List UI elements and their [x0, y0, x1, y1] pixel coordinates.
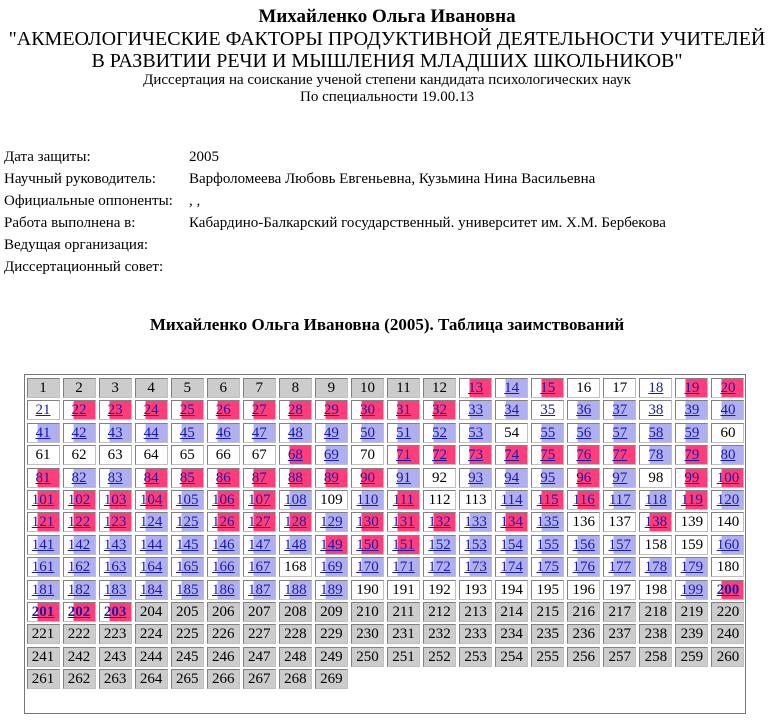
grid-cell-86[interactable]: 86	[207, 468, 240, 488]
grid-cell-65: 65	[171, 445, 204, 465]
info-label: Работа выполнена в:	[4, 215, 136, 231]
grid-cell-208: 208	[279, 602, 312, 622]
grid-cell-168: 168	[279, 557, 312, 577]
grid-cell-162[interactable]: 162	[63, 557, 96, 577]
grid-cell-22[interactable]: 22	[63, 400, 96, 420]
grid-cell-110[interactable]: 110	[351, 490, 384, 510]
grid-cell-196: 196	[567, 580, 600, 600]
grid-cell-240: 240	[711, 624, 744, 644]
grid-cell-93[interactable]: 93	[459, 468, 492, 488]
grid-cell-226: 226	[207, 624, 240, 644]
grid-cell-145[interactable]: 145	[171, 535, 204, 555]
grid-cell-213: 213	[459, 602, 492, 622]
grid-cell-52[interactable]: 52	[423, 423, 456, 443]
grid-cell-99[interactable]: 99	[675, 468, 708, 488]
grid-cell-170[interactable]: 170	[351, 557, 384, 577]
grid-cell-231: 231	[387, 624, 420, 644]
grid-cell-97[interactable]: 97	[603, 468, 636, 488]
grid-cell-73[interactable]: 73	[459, 445, 492, 465]
grid-cell-129[interactable]: 129	[315, 512, 348, 532]
grid-cell-254: 254	[495, 647, 528, 667]
grid-cell-183[interactable]: 183	[99, 580, 132, 600]
grid-cell-185[interactable]: 185	[171, 580, 204, 600]
grid-cell-28[interactable]: 28	[279, 400, 312, 420]
grid-cell-211: 211	[387, 602, 420, 622]
grid-cell-91[interactable]: 91	[387, 468, 420, 488]
grid-cell-94[interactable]: 94	[495, 468, 528, 488]
grid-cell-96[interactable]: 96	[567, 468, 600, 488]
grid-cell-119[interactable]: 119	[675, 490, 708, 510]
grid-cell-204: 204	[135, 602, 168, 622]
grid-cell-165[interactable]: 165	[171, 557, 204, 577]
grid-cell-269: 269	[315, 669, 348, 689]
grid-cell-16: 16	[567, 378, 600, 398]
grid-cell-203[interactable]: 203	[99, 602, 132, 622]
grid-cell-130[interactable]: 130	[351, 512, 384, 532]
grid-cell-255: 255	[531, 647, 564, 667]
grid-cell-58[interactable]: 58	[639, 423, 672, 443]
grid-cell-79[interactable]: 79	[675, 445, 708, 465]
grid-cell-54: 54	[495, 423, 528, 443]
grid-cell-195: 195	[531, 580, 564, 600]
grid-cell-76[interactable]: 76	[567, 445, 600, 465]
grid-cell-61: 61	[27, 445, 60, 465]
grid-cell-120[interactable]: 120	[711, 490, 744, 510]
grid-cell-178[interactable]: 178	[639, 557, 672, 577]
info-table	[4, 146, 666, 278]
grid-cell-260: 260	[711, 647, 744, 667]
grid-cell-190: 190	[351, 580, 384, 600]
grid-cell-253: 253	[459, 647, 492, 667]
grid-cell-112: 112	[423, 490, 456, 510]
grid-cell-11: 11	[387, 378, 420, 398]
grid-cell-140: 140	[711, 512, 744, 532]
grid-cell-114[interactable]: 114	[495, 490, 528, 510]
grid-cell-267: 267	[243, 669, 276, 689]
grid-cell-166[interactable]: 166	[207, 557, 240, 577]
grid-cell-87[interactable]: 87	[243, 468, 276, 488]
grid-cell-243: 243	[99, 647, 132, 667]
grid-cell-39[interactable]: 39	[675, 400, 708, 420]
grid-cell-124[interactable]: 124	[135, 512, 168, 532]
grid-cell-67: 67	[243, 445, 276, 465]
grid-cell-191: 191	[387, 580, 420, 600]
grid-cell-198: 198	[639, 580, 672, 600]
grid-cell-29[interactable]: 29	[315, 400, 348, 420]
info-label: Ведущая организация:	[4, 237, 149, 253]
grid-cell-258: 258	[639, 647, 672, 667]
grid-cell-143[interactable]: 143	[99, 535, 132, 555]
header	[0, 0, 774, 106]
grid-cell-24[interactable]: 24	[135, 400, 168, 420]
grid-cell-158: 158	[639, 535, 672, 555]
grid-cell-23[interactable]: 23	[99, 400, 132, 420]
grid-cell-142[interactable]: 142	[63, 535, 96, 555]
degree-text: Диссертация на соискание ученой степени кандидата психологических наук	[143, 72, 631, 88]
grid-cell-245: 245	[171, 647, 204, 667]
grid-cell-48[interactable]: 48	[279, 423, 312, 443]
grid-cell-215: 215	[531, 602, 564, 622]
grid-cell-20[interactable]: 20	[711, 378, 744, 398]
grid-cell-47[interactable]: 47	[243, 423, 276, 443]
grid-cell-135[interactable]: 135	[531, 512, 564, 532]
grid-cell-7: 7	[243, 378, 276, 398]
grid-cell-36[interactable]: 36	[567, 400, 600, 420]
grid-cell-63: 63	[99, 445, 132, 465]
grid-cell-188[interactable]: 188	[279, 580, 312, 600]
grid-cell-74[interactable]: 74	[495, 445, 528, 465]
grid-cell-192: 192	[423, 580, 456, 600]
grid-cell-151[interactable]: 151	[387, 535, 420, 555]
grid-cell-10: 10	[351, 378, 384, 398]
grid-cell-68[interactable]: 68	[279, 445, 312, 465]
grid-cell-223: 223	[99, 624, 132, 644]
grid-cell-150[interactable]: 150	[351, 535, 384, 555]
grid-cell-83[interactable]: 83	[99, 468, 132, 488]
grid-cell-72[interactable]: 72	[423, 445, 456, 465]
grid-cell-259: 259	[675, 647, 708, 667]
grid-cell-31[interactable]: 31	[387, 400, 420, 420]
grid-cell-228: 228	[279, 624, 312, 644]
grid-cell-256: 256	[567, 647, 600, 667]
grid-cell-5: 5	[171, 378, 204, 398]
grid-cell-177[interactable]: 177	[603, 557, 636, 577]
grid-cell-127[interactable]: 127	[243, 512, 276, 532]
info-label: Дата защиты:	[4, 149, 91, 165]
author-name: Михайленко Ольга Ивановна	[258, 6, 516, 27]
grid-cell-69[interactable]: 69	[315, 445, 348, 465]
grid-cell-46[interactable]: 46	[207, 423, 240, 443]
grid-cell-21[interactable]: 21	[27, 400, 60, 420]
grid-cell-41[interactable]: 41	[27, 423, 60, 443]
grid-cell-197: 197	[603, 580, 636, 600]
grid-cell-261: 261	[27, 669, 60, 689]
grid-cell-266: 266	[207, 669, 240, 689]
grid-cell-234: 234	[495, 624, 528, 644]
grid-cell-194: 194	[495, 580, 528, 600]
grid-cell-34[interactable]: 34	[495, 400, 528, 420]
grid-cell-206: 206	[207, 602, 240, 622]
grid-cell-171[interactable]: 171	[387, 557, 420, 577]
grid-cell-167[interactable]: 167	[243, 557, 276, 577]
grid-cell-64: 64	[135, 445, 168, 465]
grid-cell-181[interactable]: 181	[27, 580, 60, 600]
grid-cell-169[interactable]: 169	[315, 557, 348, 577]
grid-cell-160[interactable]: 160	[711, 535, 744, 555]
grid-cell-176[interactable]: 176	[567, 557, 600, 577]
grid-cell-233: 233	[459, 624, 492, 644]
info-row-council	[4, 256, 666, 278]
grid-cell-19[interactable]: 19	[675, 378, 708, 398]
grid-cell-238: 238	[639, 624, 672, 644]
info-row-opponents	[4, 190, 666, 212]
grid-cell-115[interactable]: 115	[531, 490, 564, 510]
grid-cell-235: 235	[531, 624, 564, 644]
grid-cell-27[interactable]: 27	[243, 400, 276, 420]
grid-cell-147[interactable]: 147	[243, 535, 276, 555]
grid-cell-219: 219	[675, 602, 708, 622]
grid-cell-98: 98	[639, 468, 672, 488]
grid-cell-175[interactable]: 175	[531, 557, 564, 577]
grid-cell-57[interactable]: 57	[603, 423, 636, 443]
grid-cell-42[interactable]: 42	[63, 423, 96, 443]
grid-cell-201[interactable]: 201	[27, 602, 60, 622]
grid-cell-187[interactable]: 187	[243, 580, 276, 600]
grid-cell-144[interactable]: 144	[135, 535, 168, 555]
grid-cell-210: 210	[351, 602, 384, 622]
grid-cell-227: 227	[243, 624, 276, 644]
grid-cell-250: 250	[351, 647, 384, 667]
grid-cell-156[interactable]: 156	[567, 535, 600, 555]
grid-cell-37[interactable]: 37	[603, 400, 636, 420]
grid-cell-104[interactable]: 104	[135, 490, 168, 510]
grid-cell-80[interactable]: 80	[711, 445, 744, 465]
grid-cell-60: 60	[711, 423, 744, 443]
grid-cell-246: 246	[207, 647, 240, 667]
grid-cell-56[interactable]: 56	[567, 423, 600, 443]
grid-cell-103[interactable]: 103	[99, 490, 132, 510]
grid-cell-50[interactable]: 50	[351, 423, 384, 443]
grid-cell-100[interactable]: 100	[711, 468, 744, 488]
grid-cell-55[interactable]: 55	[531, 423, 564, 443]
grid-cell-59[interactable]: 59	[675, 423, 708, 443]
grid-cell-88[interactable]: 88	[279, 468, 312, 488]
grid-cell-229: 229	[315, 624, 348, 644]
grid-cell-217: 217	[603, 602, 636, 622]
grid-cell-121[interactable]: 121	[27, 512, 60, 532]
grid-cell-45[interactable]: 45	[171, 423, 204, 443]
grid-cell-6: 6	[207, 378, 240, 398]
grid-cell-75[interactable]: 75	[531, 445, 564, 465]
grid-cell-117[interactable]: 117	[603, 490, 636, 510]
grid-cell-241: 241	[27, 647, 60, 667]
info-label: Диссертационный совет:	[4, 259, 164, 275]
grid-cell-221: 221	[27, 624, 60, 644]
grid-cell-14[interactable]: 14	[495, 378, 528, 398]
grid-cell-95[interactable]: 95	[531, 468, 564, 488]
dissertation-title-line-1: "АКМЕОЛОГИЧЕСКИЕ ФАКТОРЫ ПРОДУКТИВНОЙ ДЕЯТЕЛЬНОСТИ УЧИТЕЛЕЙ	[8, 28, 766, 50]
grid-cell-90[interactable]: 90	[351, 468, 384, 488]
grid-cell-216: 216	[567, 602, 600, 622]
grid-cell-237: 237	[603, 624, 636, 644]
grid-cell-249: 249	[315, 647, 348, 667]
grid-cell-193: 193	[459, 580, 492, 600]
grid-cell-43[interactable]: 43	[99, 423, 132, 443]
grid-cell-85[interactable]: 85	[171, 468, 204, 488]
info-label: Научный руководитель:	[4, 171, 156, 187]
grid-cell-182[interactable]: 182	[63, 580, 96, 600]
grid-cell-236: 236	[567, 624, 600, 644]
grid-cell-133[interactable]: 133	[459, 512, 492, 532]
grid-cell-172[interactable]: 172	[423, 557, 456, 577]
grid-cell-225: 225	[171, 624, 204, 644]
grid-cell-33[interactable]: 33	[459, 400, 492, 420]
grid-cell-118[interactable]: 118	[639, 490, 672, 510]
grid-cell-108[interactable]: 108	[279, 490, 312, 510]
info-row-supervisor	[4, 168, 666, 190]
grid-cell-146[interactable]: 146	[207, 535, 240, 555]
grid-cell-40[interactable]: 40	[711, 400, 744, 420]
grid-cell-17: 17	[603, 378, 636, 398]
grid-cell-251: 251	[387, 647, 420, 667]
grid-cell-38[interactable]: 38	[639, 400, 672, 420]
grid-cell-78[interactable]: 78	[639, 445, 672, 465]
grid-cell-224: 224	[135, 624, 168, 644]
info-value: Кабардино-Балкарский государственный. университет им. Х.М. Бербекова	[189, 215, 666, 231]
grid-cell-148[interactable]: 148	[279, 535, 312, 555]
grid-cell-138[interactable]: 138	[639, 512, 672, 532]
grid-cell-9: 9	[315, 378, 348, 398]
grid-cell-159: 159	[675, 535, 708, 555]
grid-cell-3: 3	[99, 378, 132, 398]
grid-cell-2: 2	[63, 378, 96, 398]
grid-cell-44[interactable]: 44	[135, 423, 168, 443]
grid-cell-15[interactable]: 15	[531, 378, 564, 398]
grid-cell-101[interactable]: 101	[27, 490, 60, 510]
grid-cell-268: 268	[279, 669, 312, 689]
grid-cell-180: 180	[711, 557, 744, 577]
grid-cell-153[interactable]: 153	[459, 535, 492, 555]
grid-cell-128[interactable]: 128	[279, 512, 312, 532]
grid-cell-222: 222	[63, 624, 96, 644]
grid-cell-214: 214	[495, 602, 528, 622]
grid-cell-207: 207	[243, 602, 276, 622]
grid-cell-134[interactable]: 134	[495, 512, 528, 532]
grid-cell-137: 137	[603, 512, 636, 532]
grid-cell-125[interactable]: 125	[171, 512, 204, 532]
grid-cell-70: 70	[351, 445, 384, 465]
grid-cell-184[interactable]: 184	[135, 580, 168, 600]
grid-cell-126[interactable]: 126	[207, 512, 240, 532]
grid-cell-132[interactable]: 132	[423, 512, 456, 532]
grid-cell-189[interactable]: 189	[315, 580, 348, 600]
grid-cell-152[interactable]: 152	[423, 535, 456, 555]
grid-cell-248: 248	[279, 647, 312, 667]
info-row-institution	[4, 212, 666, 234]
grid-cell-18[interactable]: 18	[639, 378, 672, 398]
grid-cell-116[interactable]: 116	[567, 490, 600, 510]
grid-cell-174[interactable]: 174	[495, 557, 528, 577]
borrowings-grid	[24, 374, 746, 714]
grid-cell-26[interactable]: 26	[207, 400, 240, 420]
grid-cell-263: 263	[99, 669, 132, 689]
grid-cell-107[interactable]: 107	[243, 490, 276, 510]
grid-cell-111[interactable]: 111	[387, 490, 420, 510]
grid-cell-161[interactable]: 161	[27, 557, 60, 577]
grid-cell-136: 136	[567, 512, 600, 532]
grid-cell-30[interactable]: 30	[351, 400, 384, 420]
grid-cell-264: 264	[135, 669, 168, 689]
grid-cell-49[interactable]: 49	[315, 423, 348, 443]
grid-cell-32[interactable]: 32	[423, 400, 456, 420]
grid-cell-218: 218	[639, 602, 672, 622]
grid-cell-25[interactable]: 25	[171, 400, 204, 420]
specialty-text: По специальности 19.00.13	[300, 89, 474, 105]
grid-cell-84[interactable]: 84	[135, 468, 168, 488]
grid-cell-242: 242	[63, 647, 96, 667]
grid-cell-102[interactable]: 102	[63, 490, 96, 510]
grid-cell-66: 66	[207, 445, 240, 465]
grid-cell-51[interactable]: 51	[387, 423, 420, 443]
grid-cell-122[interactable]: 122	[63, 512, 96, 532]
grid-cell-155[interactable]: 155	[531, 535, 564, 555]
grid-cell-123[interactable]: 123	[99, 512, 132, 532]
grid-cell-212: 212	[423, 602, 456, 622]
grid-cell-131[interactable]: 131	[387, 512, 420, 532]
grid-cell-113: 113	[459, 490, 492, 510]
grid-cell-164[interactable]: 164	[135, 557, 168, 577]
grid-cell-186[interactable]: 186	[207, 580, 240, 600]
grid-cell-202[interactable]: 202	[63, 602, 96, 622]
grid-cell-149[interactable]: 149	[315, 535, 348, 555]
grid-cell-81[interactable]: 81	[27, 468, 60, 488]
grid-cell-200[interactable]: 200	[711, 580, 744, 600]
info-value: , ,	[189, 193, 201, 209]
grid-cell-244: 244	[135, 647, 168, 667]
grid-cell-8: 8	[279, 378, 312, 398]
grid-cell-106[interactable]: 106	[207, 490, 240, 510]
grid-cell-109: 109	[315, 490, 348, 510]
grid-cell-163[interactable]: 163	[99, 557, 132, 577]
info-row-leading-organization	[4, 234, 666, 256]
grid-cell-4: 4	[135, 378, 168, 398]
grid-cell-230: 230	[351, 624, 384, 644]
grid-cell-257: 257	[603, 647, 636, 667]
grid-cell-247: 247	[243, 647, 276, 667]
grid-cell-239: 239	[675, 624, 708, 644]
borrowings-table-title: Михайленко Ольга Ивановна (2005). Таблица заимствований	[149, 315, 625, 334]
info-label: Официальные оппоненты:	[4, 193, 173, 209]
grid-cell-220: 220	[711, 602, 744, 622]
grid-cell-105[interactable]: 105	[171, 490, 204, 510]
grid-cell-154[interactable]: 154	[495, 535, 528, 555]
grid-cell-209: 209	[315, 602, 348, 622]
grid-cell-232: 232	[423, 624, 456, 644]
grid-cell-199[interactable]: 199	[675, 580, 708, 600]
grid-cell-77[interactable]: 77	[603, 445, 636, 465]
dissertation-title-line-2: В РАЗВИТИИ РЕЧИ И МЫШЛЕНИЯ МЛАДШИХ ШКОЛЬНИКОВ"	[91, 50, 683, 72]
grid-cell-179[interactable]: 179	[675, 557, 708, 577]
grid-cell-205: 205	[171, 602, 204, 622]
grid-cell-12: 12	[423, 378, 456, 398]
grid-cell-157[interactable]: 157	[603, 535, 636, 555]
info-value: 2005	[189, 149, 219, 165]
grid-cell-71[interactable]: 71	[387, 445, 420, 465]
grid-cell-252: 252	[423, 647, 456, 667]
grid-cell-89[interactable]: 89	[315, 468, 348, 488]
info-row-defense-date	[4, 146, 666, 168]
grid-cell-82[interactable]: 82	[63, 468, 96, 488]
grid-cell-53[interactable]: 53	[459, 423, 492, 443]
grid-cell-262: 262	[63, 669, 96, 689]
grid-cell-139: 139	[675, 512, 708, 532]
grid-cell-13[interactable]: 13	[459, 378, 492, 398]
grid-cell-173[interactable]: 173	[459, 557, 492, 577]
info-value: Варфоломеева Любовь Евгеньевна, Кузьмина Нина Васильевна	[189, 171, 596, 187]
grid-cell-1: 1	[27, 378, 60, 398]
grid-cell-35[interactable]: 35	[531, 400, 564, 420]
grid-cell-62: 62	[63, 445, 96, 465]
grid-cell-265: 265	[171, 669, 204, 689]
grid-cell-141[interactable]: 141	[27, 535, 60, 555]
grid-cell-92: 92	[423, 468, 456, 488]
